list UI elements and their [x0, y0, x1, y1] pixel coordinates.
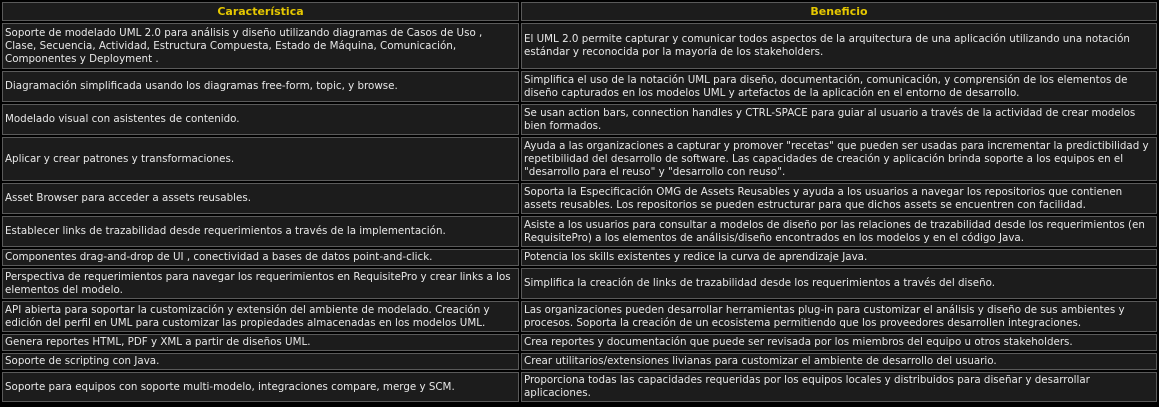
- feature-cell: API abierta para soportar la customización y extensión del ambiente de modelado. Creación y edición del perfil en UML para customizar las propiedades almacenadas en los modelos UML.: [2, 301, 519, 332]
- header-feature: Característica: [2, 2, 519, 21]
- feature-cell: Soporte de modelado UML 2.0 para análisis y diseño utilizando diagramas de Casos de Uso , Clase, Secuencia, Actividad, Estructura Compuesta, Estado de Máquina, Comunicación, Componentes y Deployment .: [2, 23, 519, 69]
- table-row: [2, 183, 1157, 214]
- feature-cell: Establecer links de trazabilidad desde requerimientos a través de la implementación.: [2, 216, 519, 247]
- feature-cell: Componentes drag-and-drop de UI , conectividad a bases de datos point-and-click.: [2, 249, 519, 266]
- benefit-cell: Crear utilitarios/extensiones livianas para customizar el ambiente de desarrollo del usuario.: [521, 353, 1157, 370]
- table-row: [2, 249, 1157, 266]
- benefit-cell: Crea reportes y documentación que puede ser revisada por los miembros del equipo u otros stakeholders.: [521, 334, 1157, 351]
- benefit-cell: Simplifica la creación de links de trazabilidad desde los requerimientos a través del diseño.: [521, 268, 1157, 299]
- feature-cell: Soporte de scripting con Java.: [2, 353, 519, 370]
- table-row: [2, 137, 1157, 181]
- feature-cell: Modelado visual con asistentes de contenido.: [2, 104, 519, 135]
- table-row: [2, 372, 1157, 402]
- feature-cell: Asset Browser para acceder a assets reusables.: [2, 183, 519, 214]
- benefit-cell: Las organizaciones pueden desarrollar herramientas plug-in para customizar el análisis y diseño de sus ambientes y procesos. Soporta la creación de un ecosistema permitiendo que los proveedores desarrollen integraciones.: [521, 301, 1157, 332]
- benefit-cell: Asiste a los usuarios para consultar a modelos de diseño por las relaciones de trazabilidad desde los requerimientos (en RequisitePro) a los elementos de análisis/diseño encontrados en los modelos y en el código Java.: [521, 216, 1157, 247]
- feature-cell: Perspectiva de requerimientos para navegar los requerimientos en RequisitePro y crear links a los elementos del modelo.: [2, 268, 519, 299]
- table-row: [2, 353, 1157, 370]
- table-row: [2, 268, 1157, 299]
- feature-cell: Diagramación simplificada usando los diagramas free-form, topic, y browse.: [2, 71, 519, 102]
- benefit-cell: Ayuda a las organizaciones a capturar y promover "recetas" que pueden ser usadas para incrementar la predictibilidad y repetibilidad del desarrollo de software. Las capacidades de creación y aplicación brinda soporte a los equipos en el "desarrollo para el reuso" y "desarrollo con reuso".: [521, 137, 1157, 181]
- benefit-cell: Simplifica el uso de la notación UML para diseño, documentación, comunicación, y comprensión de los elementos de diseño capturados en los modelos UML y artefactos de la aplicación en el entorno de desarrollo.: [521, 71, 1157, 102]
- table-row: [2, 71, 1157, 102]
- table-row: [2, 23, 1157, 69]
- header-row: [2, 2, 1157, 21]
- benefit-cell: Potencia los skills existentes y redice la curva de aprendizaje Java.: [521, 249, 1157, 266]
- header-benefit: Beneficio: [521, 2, 1157, 21]
- table-row: [2, 301, 1157, 332]
- table-row: [2, 104, 1157, 135]
- table-row: [2, 334, 1157, 351]
- feature-cell: Genera reportes HTML, PDF y XML a partir de diseños UML.: [2, 334, 519, 351]
- benefit-cell: El UML 2.0 permite capturar y comunicar todos aspectos de la arquitectura de una aplicación utilizando una notación estándar y reconocida por la mayoría de los stakeholders.: [521, 23, 1157, 69]
- feature-cell: Aplicar y crear patrones y transformaciones.: [2, 137, 519, 181]
- feature-cell: Soporte para equipos con soporte multi-modelo, integraciones compare, merge y SCM.: [2, 372, 519, 402]
- benefit-cell: Soporta la Especificación OMG de Assets Reusables y ayuda a los usuarios a navegar los repositorios que contienen assets reusables. Los repositorios se pueden estructurar para que dichos assets se encuentren con facilidad.: [521, 183, 1157, 214]
- benefit-cell: Proporciona todas las capacidades requeridas por los equipos locales y distribuidos para diseñar y desarrollar aplicaciones.: [521, 372, 1157, 402]
- table-header: [2, 2, 1157, 21]
- benefit-cell: Se usan action bars, connection handles y CTRL-SPACE para guiar al usuario a través de la actividad de crear modelos bien formados.: [521, 104, 1157, 135]
- table-body: [2, 23, 1157, 402]
- table-row: [2, 216, 1157, 247]
